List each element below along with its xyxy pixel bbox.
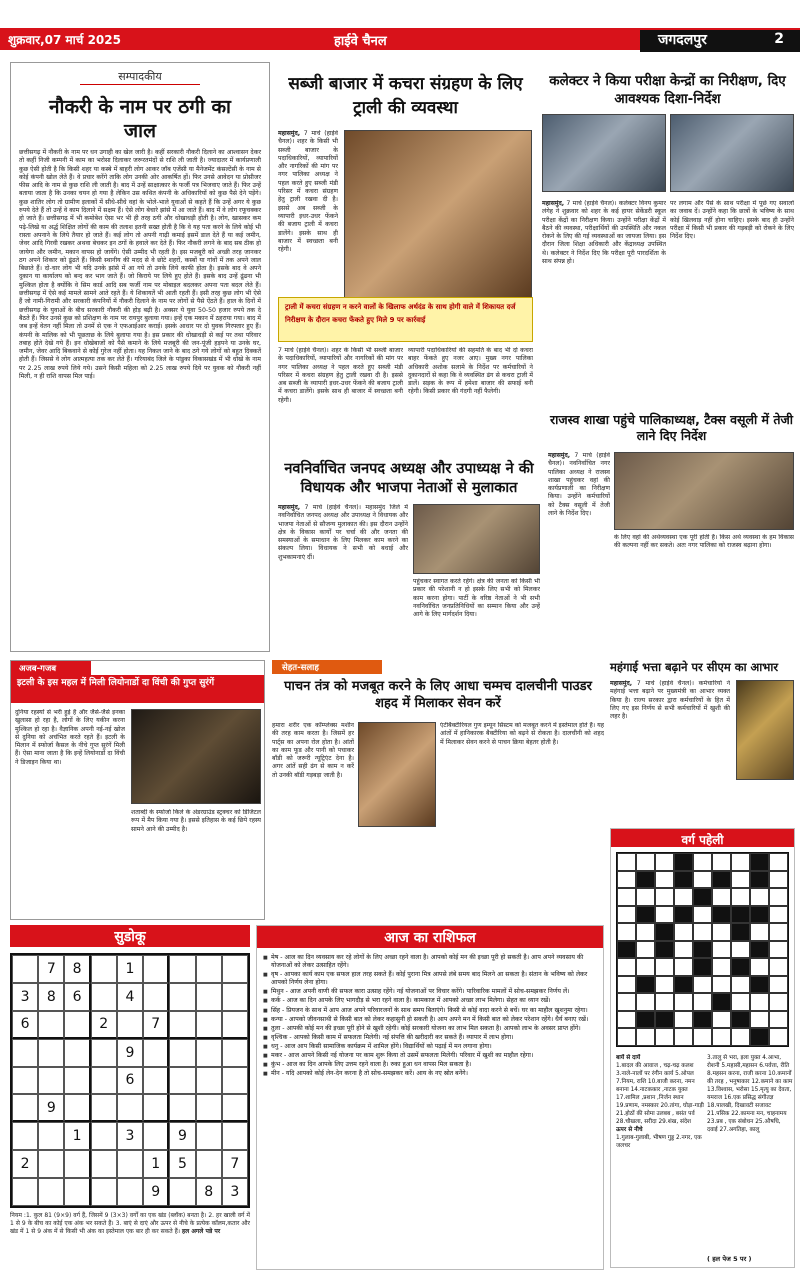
sudoku-cell [64,1011,90,1039]
sudoku-cell [169,1178,195,1206]
sudoku-cell [64,1039,90,1067]
sudoku-cell: 2 [12,1150,38,1178]
ajab-tag: अजब-गजब [11,661,91,675]
crossword-title: वर्ग पहेली [611,829,794,847]
sudoku-cell [12,955,38,983]
paper-name: हाईवे चैनल [334,34,387,49]
sudoku-cell: 3 [12,983,38,1011]
mla-title: नवनिर्वाचित जनपद अध्यक्ष और उपाध्यक्ष ने की विधायक और भाजपा नेताओं से मुलाकात [284,461,534,496]
sudoku-cell: 6 [64,983,90,1011]
ajab-col-2: शताब्दी के स्फोर्जा किले के अंडरग्राउंड स्ट्रक्चर को डिजिटल रूप में मैप किया गया है। इससे इतिहास के कई छिपे रहस्य सामने आने की उम्मीद है। [131,809,261,833]
crossword-grid [616,852,789,1047]
cinnamon-photo [358,722,436,827]
crossword-across-label: बायें से दायें [616,1055,641,1061]
garbage-body1: 7 मार्च (हाईवे चैनल)। शहर के किसी भी सब्जी बाजार के पदाधिकारियों, व्यापारियों और नागरिकों की मांग पर नगर पालिका अध्यक्ष ने पहल करते हुए सब्जी मंडी परिसर में कचरा संग्रहण हेतु ट्राली रखवा दी है। इससे अब सब्जी के व्यापारी इधर-उधर फेंकने की बजाय ट्राली में कचरा डालेंगे। इसके साथ ही बाजार में स्वच्छता बनी रहेगी। [278,130,338,254]
sudoku-cell [196,1150,222,1178]
crossword-down-first: 1.गुलाब-गुलाबी, भीषण गुड्ड 2.नगर, एक जलचर [616,1135,702,1149]
sudoku-cell [143,1039,169,1067]
garbage-dateline: महासमुंद, [278,130,301,137]
sudoku-cell [12,1094,38,1122]
sudoku-cell [196,1122,222,1150]
da-title: महंगाई भत्ता बढ़ाने पर सीएम का आभार [610,660,779,674]
collector-body: 7 मार्च (हाईवे चैनल)। कलेक्टर विनय कुमार लंगेह ने शुक्रवार को शहर के कई हायर सेकेंडरी स्कूल परीक्षा केंद्रों का निरीक्षण किया। उन्होंने परीक्षा केंद्रों में बैठने की व्यवस्था, परीक्षार्थियों की उपस्थिति और नकल रोकने के लिए की गई व्यवस्थाओं का जायजा लिया। इस दौरान जिला शिक्षा अधिकारी और केंद्राध्यक्ष उपस्थित थे। कलेक्टर ने निर्देश दिए कि परीक्षा पूरी पारदर्शिता के साथ संपन्न हो। [542,200,666,266]
sudoku-cell [143,1094,169,1122]
cm-portrait-photo [736,680,794,780]
sudoku-cell [222,1039,248,1067]
sudoku-cell: 8 [64,955,90,983]
crossword-down [707,1054,793,1254]
crossword-down-clues: 3.तालु से भरा, इला युक्त 4.आभा, रोशनी 5.महासी,महासन 6.पर्वत्ता, रीति 8.महसन करना, राजी करना 10.कमानों की तरह , भनुषाकार 12.कमाने का काम 13.विश्वास, भरोसा 15.मृत्यु का देवता, यमराज 16.एक प्रसिद्ध संगीतज्ञ 18.पालखी, दिखावटी सजावट 21.पसिक 22.कामना मन, चाहनामय 23.प्रब , एक संबोधन 25.औषधि, दवाई 27.अगतिहा, कालू [707,1055,793,1133]
mla-dateline: महासमुंद, [278,504,301,511]
rashifal-item: ■ मेष - आज का दिन व्यवसाय कर रहे लोगों के लिए अच्छा रहने वाला है। आपको कोई मन की इच्छा पूरी हो सकती है। आप अपने व्यवसाय की योजनाओं को लेकर उत्साहित रहेंगे। [263,954,597,970]
sudoku-title: सुडोकू [10,925,250,947]
rajasva-dateline: महासमुंद, [548,452,571,459]
sudoku-cell [196,1094,222,1122]
da-story [610,660,795,820]
sudoku-cell [169,955,195,983]
sudoku-cell [169,1067,195,1095]
sudoku-cell [91,983,117,1011]
sudoku-cell [196,1011,222,1039]
sudoku-box [10,925,250,1270]
sudoku-grid [10,953,250,1208]
sudoku-cell [64,1067,90,1095]
tunnel-photo [131,709,261,804]
sudoku-cell [222,1122,248,1150]
sudoku-cell: 3 [117,1122,143,1150]
rashifal-item: ■ मिथुन - आज अपनी वाणी की सफल कारा उत्साह रहेंगे। नई योजनाओं पर विचार करेंगे। पारिवारिक मामलों में सोच-समझकर निर्णय लें। [263,988,597,996]
sudoku-cell: 4 [117,983,143,1011]
sudoku-cell: 9 [38,1094,64,1122]
sudoku-cell: 1 [143,1150,169,1178]
sudoku-cell [12,1178,38,1206]
health-col-2: एंटीबैक्टीरियल गुण इम्यून सिस्टम को मजबूत करने में इस्तेमाल होते हैं। यह आंतों में हानिकारक बैक्टीरिया को बढ़ने से रोकता है। दालचीनी को शहद में मिलाकर सेवन करने से पाचन क्रिया बेहतर होती है। [440,722,604,746]
sudoku-cell [143,983,169,1011]
sudoku-cell [91,955,117,983]
rashifal-item: ■ मीन - यदि आपको कोई लेन-देन करना है तो सोच-समझकर करें। आय के नए स्रोत बनेंगे। [263,1070,597,1078]
garbage-bullet-2: निरीक्षण के दौरान कचरा फेंकते हुए मिले 9 पर कार्रवाई [285,316,426,324]
sudoku-cell [143,1067,169,1095]
sudoku-cell [64,1094,90,1122]
header-banner [0,28,800,50]
sudoku-cell [117,1094,143,1122]
sudoku-cell [38,1178,64,1206]
rajasva-title: राजस्व शाखा पहुंचे पालिकाध्यक्ष, टैक्स वसूली में तेजी लाने दिए निर्देश [549,412,794,443]
sudoku-cell: 9 [117,1039,143,1067]
rashifal-box [256,925,604,1270]
sudoku-cell: 9 [143,1178,169,1206]
rashifal-item: ■ धनु - आज आप किसी सामाजिक कार्यक्रम में शामिल होंगे। विद्यार्थियों को पढ़ाई में मन लगाना होगा। [263,1043,597,1051]
crossword-down-label: ऊपर से नीचे [616,1127,643,1133]
sudoku-cell [38,1150,64,1178]
sudoku-cell [143,955,169,983]
ajab-box [10,660,265,920]
sudoku-cell: 1 [117,955,143,983]
garbage-title: सब्जी बाजार में कचरा संग्रहण के लिए ट्राली की व्यवस्था [288,74,523,118]
sudoku-cell [222,1011,248,1039]
sudoku-cell [38,1039,64,1067]
sudoku-cell [196,1039,222,1067]
rashifal-item: ■ मकर - आज आपने किसी नई योजना पर काम शुरू किया तो उसमें सफलता मिलेगी। परिवार में खुशी का माहौल रहेगा। [263,1052,597,1060]
rashifal-item: ■ सिंह - प्रियजन के साथ में आप आज अपने परिवारजनों के साथ समय बिताएंगे। किसी से कोई वादा करने से बचें। घर का माहौल खुशनुमा रहेगा। [263,1007,597,1015]
garbage-highlights [278,297,533,342]
mla-col-2: पहुंचकर स्वागत करते रहेंगे। क्षेत्र की जनता को किसी भी प्रकार की परेशानी न हो इसके लिए सभी को मिलकर काम करना होगा। पार्टी के वरिष्ठ नेताओं ने भी सभी नवनिर्वाचित जनप्रतिनिधियों का सम्मान किया और उन्हें आगे के लिए मार्गदर्शन दिया। [413,578,540,619]
sudoku-cell [117,1150,143,1178]
health-title: पाचन तंत्र को मजबूत करने के लिए आधा चम्मच दालचीनी पाउडर शहद में मिलाकर सेवन करें [284,679,592,711]
sudoku-cell: 5 [169,1150,195,1178]
sudoku-cell [196,1067,222,1095]
crossword-across [616,1054,704,1264]
garbage-col-2: व्यापारी पदाधिकारियों की सहमति के बाद भी दो कचरा बाहर फेंकते हुए नजर आए। मुख्य नगर पालिका अधिकारी अशोक सलामे के निर्देश पर कर्मचारियों ने दुकानदारों से कहा कि वे व्यवस्थित ढंग से कचरा ट्राली में डालें। सड़क के रूप में हमेशा बाजार की सफाई बनी रहेगी। किसी प्रकार की गंदगी नहीं फैलेगी। [408,347,533,396]
mla-col-1 [278,504,408,644]
sudoku-cell [196,955,222,983]
exam-hall-photo-1 [542,114,666,192]
sudoku-cell [169,1094,195,1122]
vegetable-market-photo [344,130,532,300]
sudoku-cell [143,1122,169,1150]
mla-body: 7 मार्च (हाईवे चैनल)। महासमुंद जिले में नवनिर्वाचित जनपद अध्यक्ष और उपाध्यक्ष ने विधायक और भाजपा नेताओं से सौजन्य मुलाकात की। इस दौरान उन्होंने क्षेत्र के विकास कार्यों पर चर्चा की और जनता की समस्याओं के समाधान के लिए मिलकर काम करने का संकल्प लिया। विधायक ने सभी को बधाई और शुभकामनाएं दीं। [278,504,408,561]
crossword-across-clues: 1.बादल की आवाज , चढ़-चढ़ कलश 3.नाले-नालों पर रंगीन कार्य 5.ओपल 7.नियम, राशि 10.बाजी करना, नमन बनाना 14.नाटककार ,नाटक युक्त 17.शामिल ,प्रशान ,निर्जन स्थान 19.प्रणाम, नमस्कार 20.तांगा, घोड़ा-गाड़ी 21.होठों की सोमा उलबब , बसंत पर्व 28.चौखला, सरीदा 29.शंख, संदेश [616,1063,704,1125]
collector-story [540,72,795,372]
ajab-col-1: दुनिया रहस्यों से भरी हुई है और जैसे-जैसे इनका खुलासा हो रहा है, लोगों के लिए यकीन करना मुश्किल हो रहा है। वैज्ञानिक अपनी नई-नई खोज से दुनिया को अचंभित करते रहते हैं। इटली के मिलान में स्फोर्जा कैसल के नीचे गुप्त सुरंगें मिली हैं। ऐसा माना जाता है कि इन्हें लियोनार्डो दा विंची ने डिजाइन किया था। [15,709,125,766]
rajasva-office-photo [614,452,794,530]
sudoku-cell [12,1039,38,1067]
mla-meeting-photo [413,504,540,574]
sudoku-cell [169,1039,195,1067]
city-name: जगदलपुर [658,32,707,48]
rashifal-item: ■ कुंभ - आज का दिन आपके लिए उत्तम रहने वाला है। रुका हुआ धन वापस मिल सकता है। [263,1061,597,1069]
rashifal-item: ■ तुला - आपकी कोई मन की इच्छा पूरी होने से खुशी रहेगी। कोई सरकारी योजना का लाभ मिल सकता है। आपको लाभ के अवसर प्राप्त होंगे। [263,1025,597,1033]
garbage-col-1: 7 मार्च (हाईवे चैनल)। शहर के किसी भी सब्जी बाजार के पदाधिकारियों, व्यापारियों और नागरिकों की मांग पर नगर पालिका अध्यक्ष ने पहल करते हुए सब्जी मंडी परिसर में कचरा संग्रहण हेतु ट्राली रखवा दी है। इससे अब सब्जी के व्यापारी इधर-उधर फेंकने की बजाय ट्राली में कचरा डालेंगे। इसके साथ ही बाजार में स्वच्छता बनी रहेगी। [278,347,403,404]
sudoku-cell: 8 [38,983,64,1011]
sudoku-cell [222,1094,248,1122]
sudoku-cell [222,1067,248,1095]
da-dateline: महासमुंद, [610,680,633,687]
exam-hall-photo-2 [670,114,794,192]
rashifal-item: ■ वृश्चिक - आपको किसी काम में सफलता मिलेगी। नई संपत्ति की खरीदारी कर सकते हैं। व्यापार में लाभ होगा। [263,1034,597,1042]
sudoku-cell: 6 [117,1067,143,1095]
sudoku-rules-text: नियम :1. कुल 81 (9×9) वर्ग हैं, जिसमें 9 (3×3) वर्गों का एक खंड (ब्लॉक) बनता है। 2. हर खाली वर्ग में 1 से 9 के बीच का कोई एक अंक भर सकते हैं। 3. बाएं से दाएं और ऊपर से नीचे के प्रत्येक कॉलम,कतार और खंड में 1 से 9 अंक में से किसी भी अंक का इस्तेमाल एक बार ही कर सकते हैं। [10,1212,250,1235]
editorial-body: छत्तीसगढ़ में नौकरी के नाम पर धन उगाही का खेल जारी है। कहीं सरकारी नौकरी दिलाने का आश्वासन देकर तो कहीं निजी कम्पनी में काम का भरोसा दिलाकर जरूरतमंदों से राशि ली जाती है। ज्यादातर में कार्यप्रणाली कुछ ऐसी होती है कि किसी शहर या कस्बे में बाहरी लोग आकर जॉब एजेंसी या मैनेजमेंट कंसल्टेंसी के नाम से कोई कंपनी खोल लेते हैं। वे प्रचार करेंगे ताकि लोग उनकी ओर आकर्षित हों। फिर उनसे आवेदन या प्रोसीजर फीस आदि के नाम से कुछ राशि ली जाती है। बाद में उन्हें साक्षात्कार के फर्जी पत्र भिजवाए जाते हैं। फिर उन्हें बताया जाता है कि उनका चयन हो गया है लेकिन उस कथित कंपनी के अधिकारियों को कुछ पैसे देने पड़ेंगे। कुछ शातिर लोग तो ग्रामीण इलाकों में सीधे-सीधे वहां के भोले-भाले युवाओं से कहते हैं कि उन्हें अगर ये कुछ रुपये देते हैं तो उन्हें वे काम दिलाने में सक्षम हैं। ऐसे लोग बेचारे झांसे में आ जाते हैं। बाद में वे लोग रफूचक्कर हो जाते हैं। छत्तीसगढ़ में भी कमोबेश ऐसा भर भी ही तरह ठगी और धोखाधड़ी होती है। लोग, खासकर कम पढ़े-लिखे या अर्द्ध शिक्षित लोगों की काम की तलाश इतनी सख्त होती है कि वे यह पता करने के लिये कोई भी रास्ता अपनाने के लिये तैयार हो जाते हैं। कई लोग तो अपनी गाढ़ी कमाई इसमें डाल देते हैं या कई जमीन, जेवर आदि गिरवी रखकर अथवा बेचकर इन ठगों के हवाले कर देते हैं। फिर नौकरी लगने के बाद सब ठीक हो जायेगा और जमीन, मकान वापस हो जायेंगे। ऐसी उम्मीद भी रहती है। इस मजबूरी को अच्छी तरह जानकर ठग अपने शिकार को ढूंढते हैं। किसी स्थानीय की मदद से वे छोटे शहरों, कस्बों या गांवों में तक अपने जाल बिछाते हैं। दो-चार लोग भी यदि उनके झांसे में आ गये तो उनके लिये काफी होता है। इसके बाद वे अपने दुकान या कार्यालय को बन्द कर भाग जाते हैं। जो किराये पर लिये हुए होते हैं। इसके बाद उन्हें ढूंढना भी मुश्किल होता है क्योंकि वे सिम कार्ड आदि सब फर्जी नाम पर मोबाइल बदलकर अपना पता बदल लेते हैं। छत्तीसगढ़ में ऐसे कई मामले सामने आते रहते हैं। ये शिकायतें भी आती रहती हैं। इसी तरह कुछ लोग भी ऐसे हैं जो नामी-गिरामी और सरकारी कंपनियों में नौकरी दिलाने के नाम पर लोगों से पैसे ऐंठते हैं। हाल के दिनों में छत्तीसगढ़ के युवाओं के बीच सरकारी नौकरी की होड़ बढ़ी है। अक्सर ये युवा 50-50 हजार रुपये तक दे बैठते हैं। फिर उनसे कुछ को प्रशिक्षण के नाम पर रायपुर बुलाया गया। इन्हें एक मकान में ठहराया गया। बाद में जब इन्हें वेतन नहीं मिला तो उनमें से एक ने एफआईआर कराई। इसके आधार पर दो युवक गिरफ्तार हुए हैं। कंपनी के मालिक को भी पूछताछ के लिये बुलाया गया है। इस प्रकार की धोखाधड़ी से कई पर तथा परिवार तबाह होते देखे गये हैं। इन धोखेबाजों को पैसे कमाने के लिये मजबूरी की जन-पूंजी हड़पने या उनके घर, जमीन, जेवर आदि बिकवाने से कोई गुरेज नहीं होता। यह निकल जाने के बाद ठगे गये लोगों को बहुत दिक्कतें होती हैं। जिससे वे लोग आत्महत्या तक कर लेते हैं। गरियाबंद जिले के पांडुका विकासखंड में भी धोखे के नाम पर 2.25 लाख रुपये लिये गये। उसने किसी महिला को 2.25 लाख रुपये दिये पर युवक को नौकरी नहीं मिली, न ही राशि वापस मिल पाई। [19,149,261,381]
editorial-title: नौकरी के नाम पर ठगी का जाल [49,96,231,142]
ajab-title: इटली के इस महल में मिली लियोनार्डो दा विंची की गुप्त सुरंगें [11,675,264,703]
sudoku-cell [91,1094,117,1122]
sudoku-cell: 2 [91,1011,117,1039]
sudoku-cell [38,1122,64,1150]
crossword-box [610,828,795,1268]
sudoku-cell [12,1067,38,1095]
health-col-1: हमारा शरीर एक कॉम्प्लेक्स मशीन की तरह काम करता है। जिसमें हर पार्ट्स का अपना रोल होता है। आंतों का काम फूड और पानी को पचाकर बॉडी को जरूरी न्यूट्रिएंट देना है। अगर आंतें सही ढंग से काम न करें तो उनकी बॉडी गड़बड़ा जाती है। [272,722,354,779]
sudoku-cell [196,983,222,1011]
rajasva-col-2: के लिए वहां की अर्थव्यवस्था एक पूरी होती है। किस अर्थ व्यवस्था के हम विकास की कल्पना नहीं कर सकते। अतः नगर पालिका को राजस्व बढ़ाना होगा। [614,534,794,550]
da-body: 7 मार्च (हाईवे चैनल)। कर्मचारियों ने महंगाई भत्ता बढ़ाने पर मुख्यमंत्री का आभार व्यक्त किया है। राज्य सरकार द्वारा कर्मचारियों के हित में लिए गए इस निर्णय से सभी कर्मचारियों में खुशी की लहर है। [610,680,730,721]
rajasva-body: 7 मार्च (हाईवे चैनल)। नवनिर्वाचित नगर पालिका अध्यक्ष ने राजस्व शाखा पहुंचकर वहां की कार्यप्रणाली का निरीक्षण किया। उन्होंने कर्मचारियों को टैक्स वसूली में तेजी लाने के निर्देश दिए। [548,452,610,518]
sudoku-cell: 6 [12,1011,38,1039]
sudoku-cell [91,1067,117,1095]
sudoku-cell [38,1067,64,1095]
collector-dateline: महासमुंद, [542,200,565,207]
sudoku-cell: 7 [38,955,64,983]
mla-story [278,460,540,650]
sudoku-cell [12,1122,38,1150]
page-number: 2 [774,31,784,47]
sudoku-cell [91,1150,117,1178]
editorial-tag: सम्पादकीय [80,69,200,85]
sudoku-cell [91,1178,117,1206]
garbage-bullet-1: ट्राली में कचरा संग्रहण न करने वालों के खिलाफ अर्थदंड के साथ होगी वाले में शिकायत दर्ज [285,303,516,311]
collector-title: कलेक्टर ने किया परीक्षा केन्द्रों का निरीक्षण, दिए आवश्यक दिशा-निर्देश [549,73,786,107]
rashifal-title: आज का राशिफल [257,926,603,948]
da-col [610,680,730,815]
sudoku-note: हल अगले पन्ने पर [182,1228,221,1235]
rashifal-item: ■ कन्या - आपको जीवनसाथी से किसी बात को लेकर कहासुनी हो सकती है। आप अपने मन में किसी बात को लेकर परेशान रहेंगे। धैर्य बनाए रखें। [263,1016,597,1024]
sudoku-cell: 1 [64,1122,90,1150]
health-box [272,660,604,925]
sudoku-cell: 8 [196,1178,222,1206]
rashifal-item: ■ कर्क - आज का दिन आपके लिए भागदौड़ से भरा रहने वाला है। कामकाज में आपको अच्छा लाभ मिलेगा। सेहत का ध्यान रखें। [263,997,597,1005]
editorial-box [10,62,270,652]
garbage-story [278,72,533,452]
sudoku-cell: 7 [222,1150,248,1178]
sudoku-cell [222,983,248,1011]
crossword-note: ( हल पेज 5 पर ) [707,1255,752,1263]
sudoku-cell [169,983,195,1011]
collector-col-1 [542,200,666,370]
sudoku-cell [169,1011,195,1039]
sudoku-cell: 7 [143,1011,169,1039]
sudoku-cell [91,1039,117,1067]
sudoku-cell [38,1011,64,1039]
sudoku-cell: 3 [222,1178,248,1206]
sudoku-cell [117,1178,143,1206]
sudoku-cell [64,1178,90,1206]
collector-col-2: पर लगाम और पैसे के साथ परीक्षा में पूछे गए सवालों का जवाब दें। उन्होंने कहा कि छात्रों के भविष्य के साथ कोई खिलवाड़ नहीं होना चाहिए। इसके बाद ही उन्होंने परीक्षा में किसी भी प्रकार की गड़बड़ी को रोकने के लिए निर्देश दिए। [670,200,794,241]
health-tag: सेहत-सलाह [272,660,382,674]
sudoku-cell [64,1150,90,1178]
rashifal-item: ■ वृष - आपका कार्य काम एक सफल हाल तरह सकते हैं। कोई पुराना मित्र आपसे लंबे समय बाद मिलने आ सकता है। संतान के भविष्य को लेकर आपको निर्णय लेना होगा। [263,971,597,987]
sudoku-rules [10,1212,250,1236]
sudoku-cell [91,1122,117,1150]
rajasva-col-1 [548,452,610,647]
sudoku-cell: 9 [169,1122,195,1150]
rashifal-list [257,948,603,1078]
sudoku-cell [117,1011,143,1039]
rajasva-story [548,412,795,652]
sudoku-cell [222,955,248,983]
issue-date: शुक्रवार,07 मार्च 2025 [8,33,121,47]
garbage-body-lead [278,130,338,295]
